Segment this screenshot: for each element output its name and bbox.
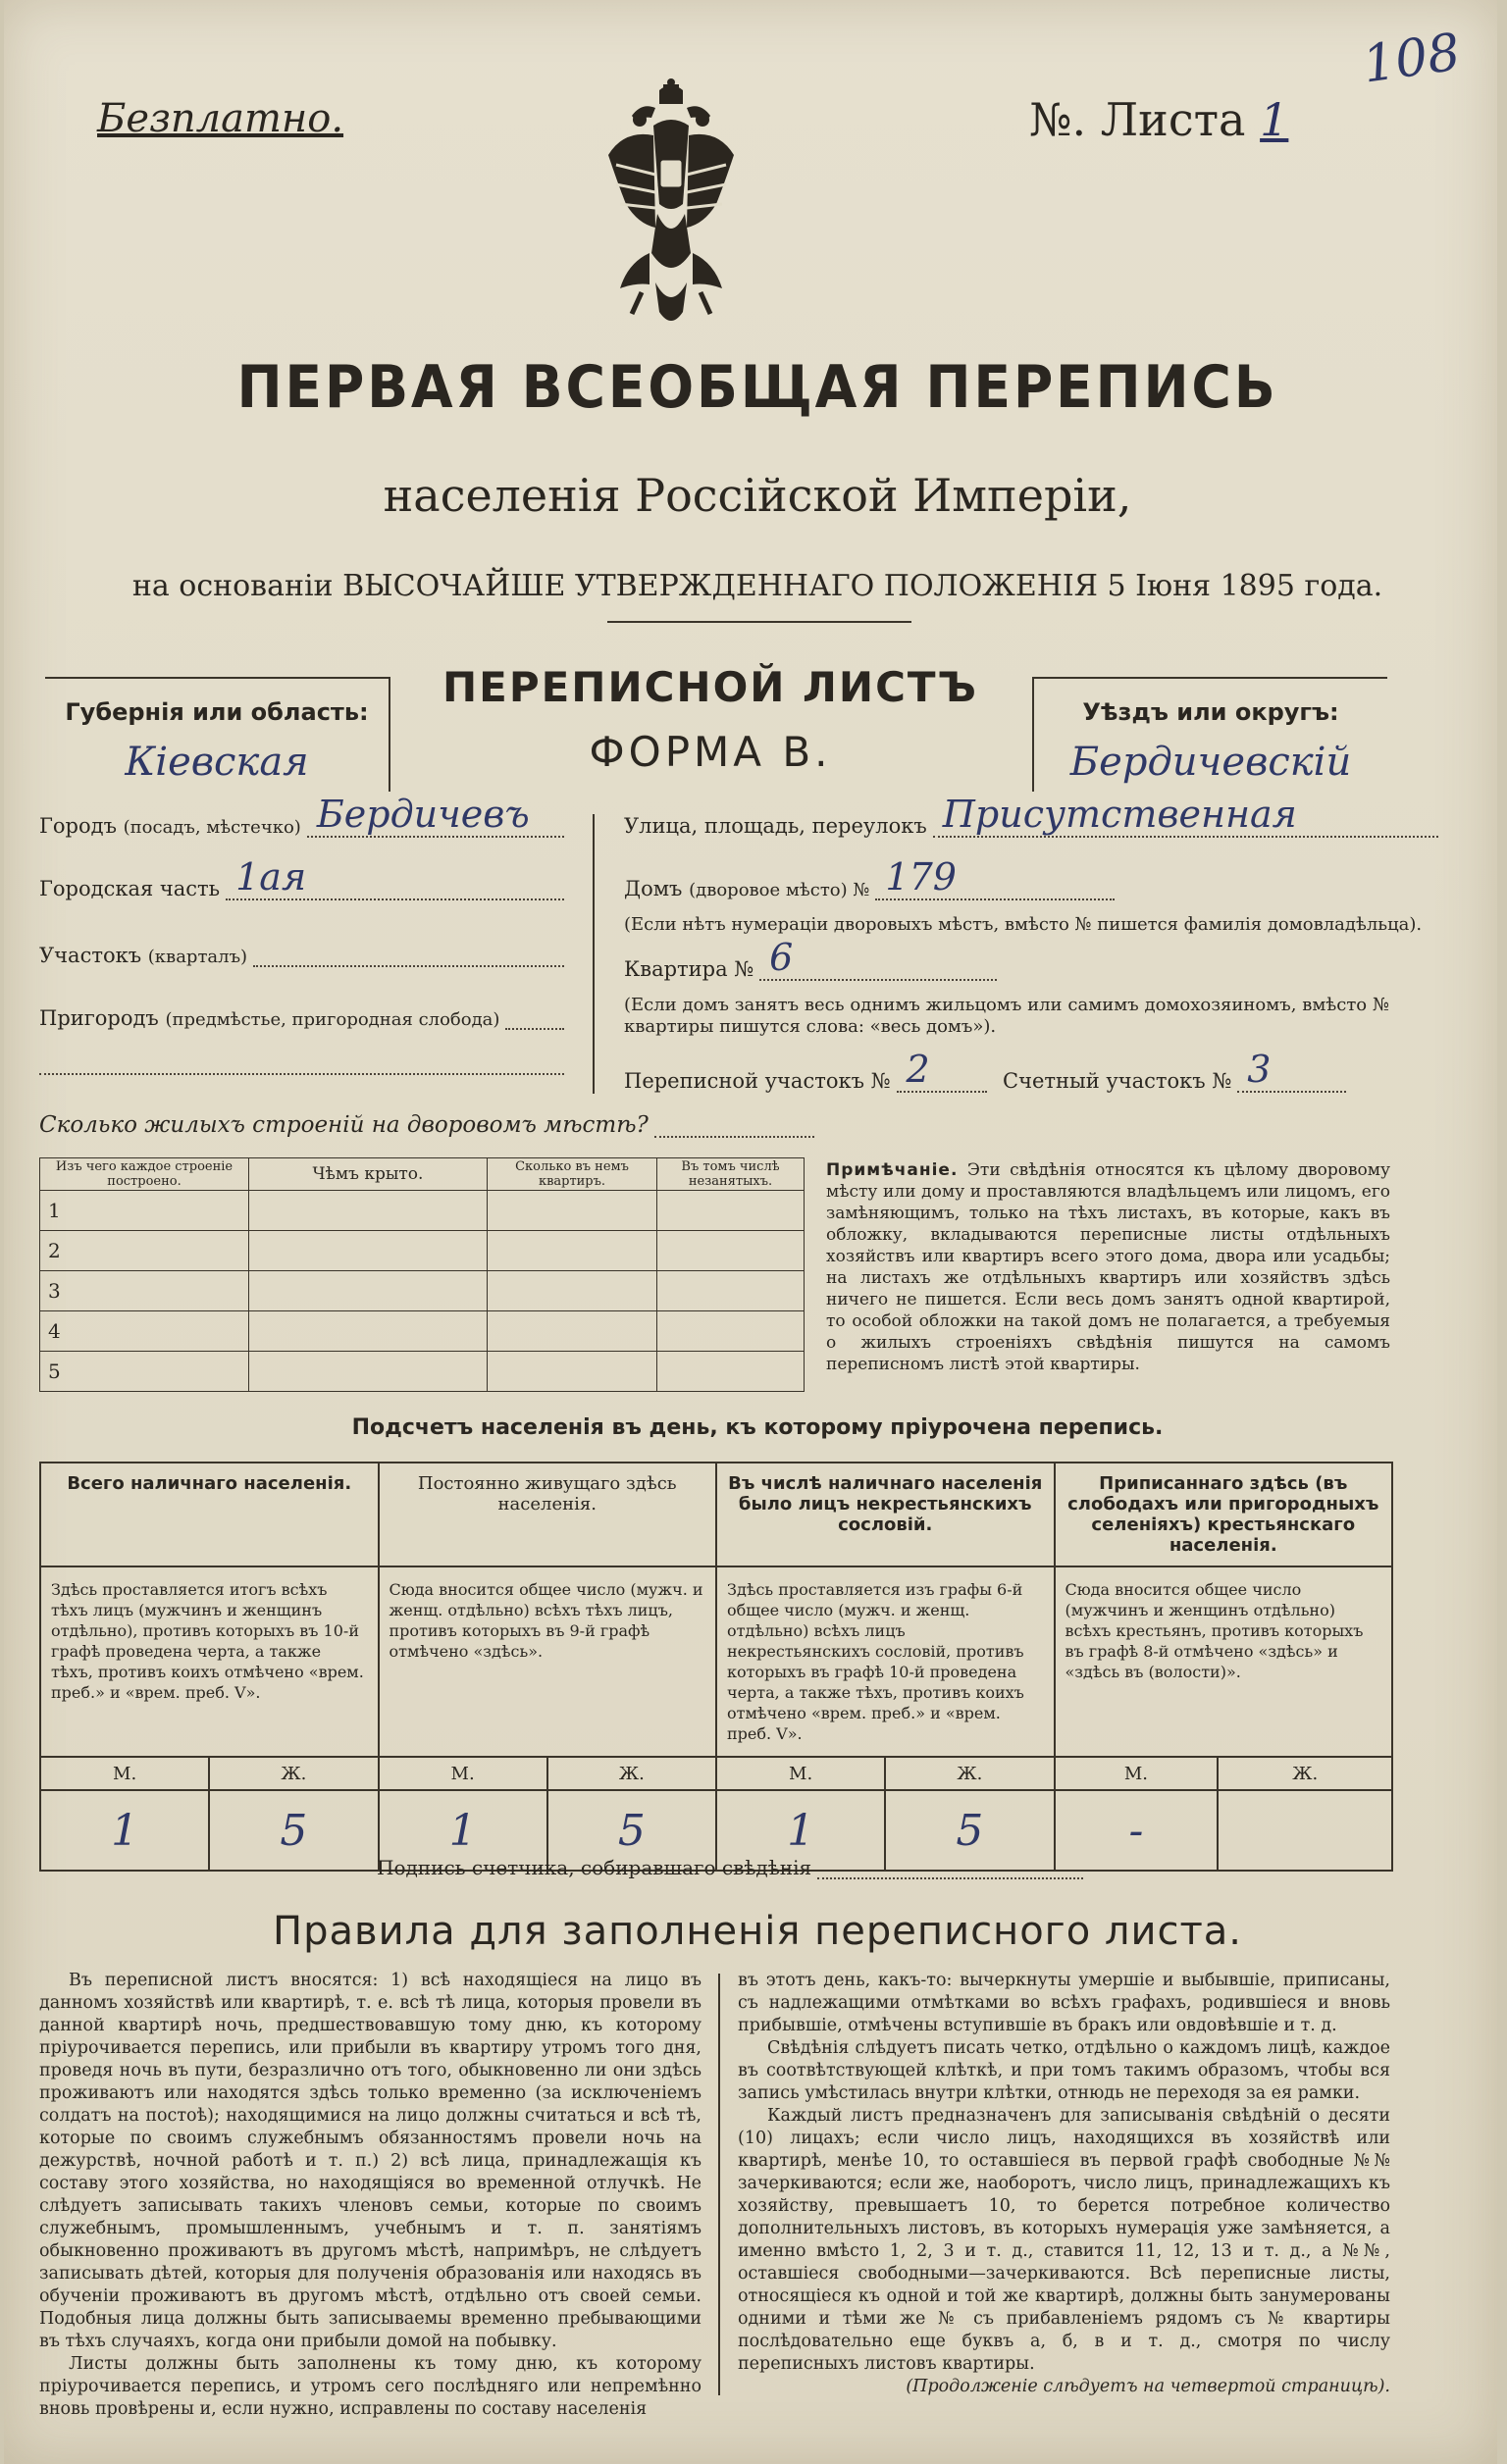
row-number: 5 bbox=[40, 1352, 249, 1392]
uchastok-field bbox=[39, 942, 564, 967]
male-label: М. bbox=[716, 1757, 885, 1790]
prigorod-extra-line bbox=[39, 1073, 564, 1075]
page-title: ПЕРВАЯ ВСЕОБЩАЯ ПЕРЕПИСЬ bbox=[236, 353, 1278, 422]
male-count: - bbox=[1055, 1790, 1219, 1871]
schetny-field bbox=[1003, 1048, 1346, 1093]
buildings-table bbox=[39, 1157, 805, 1392]
chast-label: Городская часть bbox=[39, 877, 221, 900]
sheet-number-label: №. Листа bbox=[1029, 93, 1246, 146]
count-description: Здѣсь проставляется изъ графы 6-й общее число (мужч. и женщ. отдѣльно) всѣхъ лицъ некрестьянскихъ сословій, противъ которыхъ въ графѣ 10-й проведена черта, а также тѣхъ, противъ коихъ отмѣчено «врем. преб.» и «врем. преб. V». bbox=[716, 1566, 1055, 1757]
buildings-question-text: Сколько жилыхъ строеній на дворовомъ мѣстѣ? bbox=[39, 1112, 649, 1138]
signature-label: Подпись счетчика, собиравшаго свѣдѣнія bbox=[377, 1856, 812, 1879]
count-description: Сюда вносится общее число (мужчинъ и женщинъ отдѣльно) всѣхъ крестьянъ, противъ которыхъ въ графѣ 8-й отмѣчено «здѣсь» и «здѣсь въ (волости)». bbox=[1055, 1566, 1393, 1757]
kvartira-hint: (Если домъ занятъ весь однимъ жильцомъ или самимъ домохозяиномъ, вмѣсто № квартиры пишутся слова: «весь домъ»). bbox=[624, 995, 1389, 1037]
count-description: Здѣсь проставляется итогъ всѣхъ тѣхъ лицъ (мужчинъ и женщинъ отдѣльно), противъ которыхъ въ 10-й графѣ проведена черта, а также тѣхъ, противъ коихъ отмѣчено «врем. преб.» и «врем. преб. V». bbox=[40, 1566, 379, 1757]
perepisnoy-value: 2 bbox=[906, 1048, 930, 1091]
form-subtitle: ФОРМА В. bbox=[589, 728, 832, 776]
imperial-eagle-icon bbox=[602, 77, 740, 332]
vertical-divider bbox=[593, 814, 595, 1094]
count-header: Приписаннаго здѣсь (въ слободахъ или пригородныхъ селеніяхъ) крестьянскаго населенія. bbox=[1055, 1463, 1393, 1566]
buildings-question bbox=[39, 1112, 814, 1138]
uezd-value: Бердичевскій bbox=[1069, 740, 1352, 785]
count-header: Въ числѣ наличнаго населенія было лицъ некрестьянскихъ сословій. bbox=[716, 1463, 1055, 1566]
female-count bbox=[1218, 1790, 1392, 1871]
table-row bbox=[40, 1191, 805, 1231]
count-description: Сюда вносится общее число (мужч. и женщ. отдѣльно) всѣхъ тѣхъ лицъ, противъ которыхъ въ 9-й графѣ отмѣчено «здѣсь». bbox=[379, 1566, 717, 1757]
male-count: 1 bbox=[40, 1790, 209, 1871]
perepisnoy-field bbox=[624, 1048, 987, 1093]
kvartira-field bbox=[624, 936, 997, 981]
primechanie-label: Примѣчаніе. bbox=[826, 1160, 959, 1180]
male-label: М. bbox=[40, 1757, 209, 1790]
dom-field bbox=[624, 855, 1115, 900]
rules-paragraph: Свѣдѣнія слѣдуетъ писать четко, отдѣльно о каждомъ лицѣ, каждое въ соотвѣтствующей клѣткѣ, и при томъ такимъ образомъ, чтобы вся запись умѣстилась внутри клѣтки, отнюдь не переходя за ея рамки. bbox=[738, 2038, 1390, 2103]
uezd-box bbox=[1032, 677, 1387, 792]
dom-value: 179 bbox=[885, 855, 957, 898]
table-row bbox=[40, 1231, 805, 1271]
prigorod-note: (предмѣстье, пригородная слобода) bbox=[165, 1009, 500, 1030]
prigorod-field bbox=[39, 1004, 564, 1030]
table-row bbox=[40, 1352, 805, 1392]
female-count: 5 bbox=[547, 1790, 716, 1871]
dom-note: (дворовое мѣсто) № bbox=[689, 880, 870, 900]
gorod-value: Бердичевъ bbox=[316, 793, 530, 836]
column-divider bbox=[718, 1974, 720, 2395]
uchastok-note: (кварталъ) bbox=[147, 947, 248, 967]
count-header: Всего наличнаго населенія. bbox=[40, 1463, 379, 1566]
sheet-number bbox=[1029, 93, 1288, 146]
gorod-note: (посадъ, мѣстечко) bbox=[123, 817, 301, 838]
sheet-number-value: 1 bbox=[1260, 93, 1289, 146]
table-row bbox=[40, 1271, 805, 1311]
kvartira-label: Квартира № bbox=[624, 957, 754, 981]
rules-title: Правила для заполненія переписного листа. bbox=[273, 1909, 1242, 1954]
primechanie bbox=[826, 1159, 1390, 1375]
kvartira-value: 6 bbox=[769, 936, 794, 979]
male-count: 1 bbox=[716, 1790, 885, 1871]
male-label: М. bbox=[1055, 1757, 1219, 1790]
rules-right-column bbox=[738, 1970, 1390, 2398]
rules-left-column bbox=[39, 1970, 702, 2421]
free-label: Безплатно. bbox=[97, 96, 344, 141]
buildings-header: Сколько въ немъ квартиръ. bbox=[488, 1158, 657, 1191]
gubernia-value: Кіевская bbox=[125, 740, 309, 785]
gubernia-box bbox=[45, 677, 390, 792]
census-sheet bbox=[4, 0, 1497, 2464]
prigorod-label: Пригородъ bbox=[39, 1006, 159, 1030]
form-title: ПЕРЕПИСНОЙ ЛИСТЪ bbox=[442, 663, 979, 711]
buildings-header: Изъ чего каждое строеніе построено. bbox=[40, 1158, 249, 1191]
rules-paragraph: Въ переписной листъ вносятся: 1) всѣ находящіеся на лицо въ данномъ хозяйствѣ или квартирѣ, т. е. всѣ тѣ лица, которыя провели въ данной квартирѣ ночь, предшествовавшую тому дню, къ которому пріурочивается перепись, или прибыли въ квартиру утромъ того дня, проведя ночь въ пути, безразлично отъ того, обыкновенно ли они здѣсь проживаютъ или находятся здѣсь только временно (за исключеніемъ солдатъ на постоѣ); находящимися на лицо должны считаться и всѣ тѣ, которые по своимъ служебнымъ обязанностямъ провели ночь на дежурствѣ, ночной работѣ и т. п.) 2) всѣ лица, принадлежащія къ составу этого хозяйства, но находящіяся во временной отлучкѣ. Не слѣдуетъ записывать такихъ членовъ семьи, которые по своимъ служебнымъ, промышленнымъ, учебнымъ и т. п. занятіямъ обыкновенно проживаютъ въ другомъ мѣстѣ, напримѣръ, не слѣдуетъ записывать дѣтей, которыя для полученія образованія или находясь въ обученіи проживаютъ въ другомъ мѣстѣ, отдѣльно отъ своей семьи. Подобныя лица должны быть записываемы временно пребывающими въ тѣхъ случаяхъ, когда они прибыли домой на побывку. bbox=[39, 1971, 702, 2351]
schetny-label: Счетный участокъ № bbox=[1003, 1069, 1232, 1093]
female-label: Ж. bbox=[547, 1757, 716, 1790]
chast-field bbox=[39, 855, 564, 900]
row-number: 1 bbox=[40, 1191, 249, 1231]
row-number: 4 bbox=[40, 1311, 249, 1352]
row-number: 3 bbox=[40, 1271, 249, 1311]
female-label: Ж. bbox=[209, 1757, 378, 1790]
uezd-label: Уѣздъ или округъ: bbox=[1082, 698, 1339, 726]
male-label: М. bbox=[379, 1757, 547, 1790]
primechanie-text: Эти свѣдѣнія относятся къ цѣлому дворовому мѣсту или дому и проставляются владѣльцемъ или лицомъ, его замѣняющимъ, только на тѣхъ листахъ, въ которые, какъ въ обложку, вкладываются переписные листы отдѣльныхъ хозяйствъ или квартиръ всего этого дома, двора или усадьбы; на листахъ же отдѣльныхъ квартиръ или хозяйствъ здѣсь ничего не пишется. Если весь домъ занятъ одной квартирой, то особой обложки на такой домъ не полагается, а требуемыя о жилыхъ строеніяхъ свѣдѣнія пишутся на самомъ переписномъ листѣ этой квартиры. bbox=[826, 1160, 1390, 1374]
legal-basis: на основаніи ВЫСОЧАЙШЕ УТВЕРЖДЕННАГО ПОЛОЖЕНІЯ 5 Іюня 1895 года. bbox=[131, 569, 1383, 603]
rules-paragraph: Листы должны быть заполнены къ тому дню, къ которому пріурочивается перепись, и утромъ сего послѣдняго или непремѣнно вновь провѣрены и, если нужно, исправлены по составу населенія bbox=[39, 2354, 702, 2419]
uchastok-label: Участокъ bbox=[39, 944, 142, 967]
female-label: Ж. bbox=[885, 1757, 1054, 1790]
rules-paragraph: въ этотъ день, какъ-то: вычеркнуты умершіе и выбывшіе, приписаны, съ надлежащими отмѣтками во всѣхъ графахъ, родившіеся и вновь прибывшіе, отмѣчены вступившіе въ бракъ или овдовѣвшіе и т. д. bbox=[738, 1971, 1390, 2035]
row-number: 2 bbox=[40, 1231, 249, 1271]
buildings-header: Въ томъ числѣ незанятыхъ. bbox=[657, 1158, 805, 1191]
ulitsa-value: Присутственная bbox=[942, 793, 1297, 836]
dom-label: Домъ bbox=[624, 877, 683, 900]
ulitsa-field bbox=[624, 793, 1438, 838]
count-title: Подсчетъ населенія въ день, къ которому пріурочена перепись. bbox=[351, 1415, 1164, 1440]
gorod-label: Городъ bbox=[39, 814, 117, 838]
buildings-header: Чѣмъ крыто. bbox=[249, 1158, 488, 1191]
perepisnoy-label: Переписной участокъ № bbox=[624, 1069, 891, 1093]
schetny-value: 3 bbox=[1247, 1048, 1272, 1091]
page-subtitle: населенія Россійской Имперіи, bbox=[383, 469, 1132, 522]
chast-value: 1ая bbox=[235, 855, 307, 898]
female-count: 5 bbox=[885, 1790, 1054, 1871]
table-row bbox=[40, 1311, 805, 1352]
archive-number: 108 bbox=[1359, 23, 1464, 95]
rules-continued: (Продолженіе слѣдуетъ на четвертой страницѣ). bbox=[906, 2377, 1390, 2396]
female-count: 5 bbox=[209, 1790, 378, 1871]
ulitsa-label: Улица, площадь, переулокъ bbox=[624, 814, 927, 838]
male-count: 1 bbox=[379, 1790, 547, 1871]
gorod-field bbox=[39, 793, 564, 838]
rules-paragraph: Каждый листъ предназначенъ для записыванія свѣдѣній о десяти (10) лицахъ; если число лицъ, находящихся въ хозяйствѣ или квартирѣ, менѣе 10, то оставшіеся въ первой графѣ свободные №№ зачеркиваются; если же, наоборотъ, число лицъ, принадлежащихъ къ хозяйству, превышаетъ 10, то берется потребное количество дополнительныхъ листовъ, въ которыхъ нумерація уже замѣняется, а именно вмѣсто 1, 2, 3 и т. д., ставится 11, 12, 13 и т. д., а №№, оставшіеся свободными—зачеркиваются. Всѣ переписные листы, относящіеся къ одной и той же квартирѣ, должны быть занумерованы одними и тѣми же № съ прибавленіемъ рядомъ съ № квартиры послѣдовательно еще буквъ а, б, в и т. д., смотря по числу переписныхъ листовъ квартиры. bbox=[738, 2106, 1390, 2374]
signature-field bbox=[377, 1854, 1083, 1879]
dom-hint: (Если нѣтъ нумераціи дворовыхъ мѣстъ, вмѣсто № пишется фамилія домовладѣльца). bbox=[624, 914, 1423, 935]
female-label: Ж. bbox=[1218, 1757, 1392, 1790]
count-header: Постоянно живущаго здѣсь населенія. bbox=[379, 1463, 717, 1566]
population-count-table bbox=[39, 1462, 1393, 1872]
divider bbox=[607, 621, 911, 623]
gubernia-label: Губернія или область: bbox=[65, 698, 369, 726]
